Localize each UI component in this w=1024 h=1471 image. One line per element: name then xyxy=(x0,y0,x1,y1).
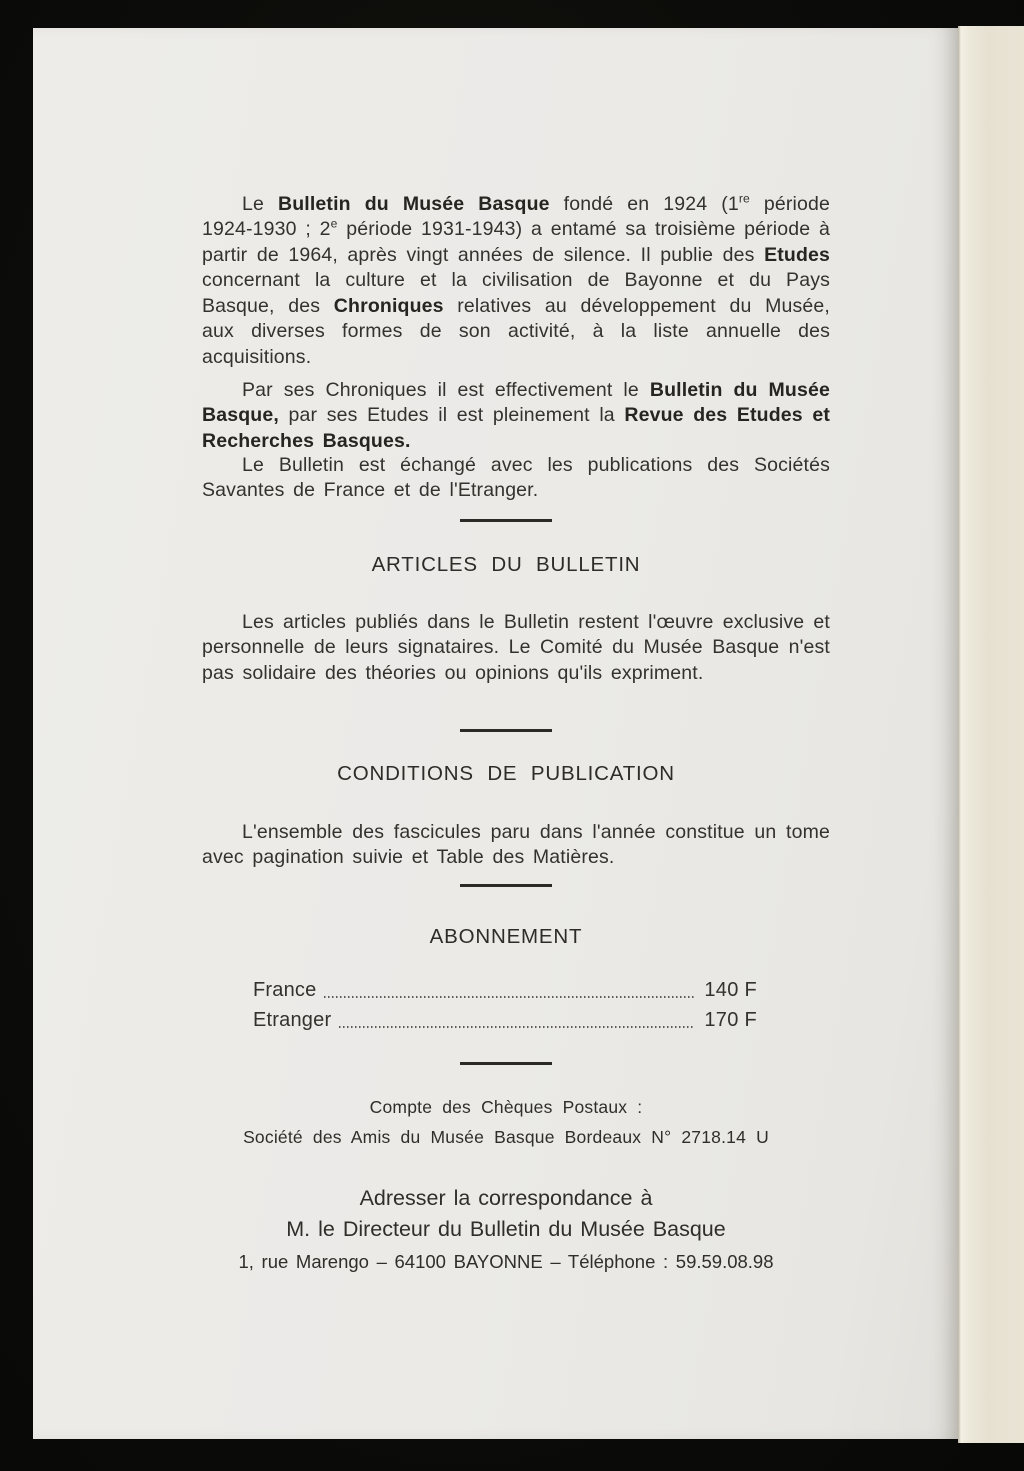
conditions-section-title: CONDITIONS DE PUBLICATION xyxy=(337,762,675,785)
abonnement-row xyxy=(253,976,757,1002)
abonnement-row-label: Etranger xyxy=(253,1009,332,1031)
section-divider-3 xyxy=(192,884,820,887)
correspondence-line-1: Adresser la correspondance à xyxy=(359,1186,653,1210)
postal-account-line-1: Compte des Chèques Postaux : xyxy=(369,1097,643,1117)
abonnement-row-label: France xyxy=(253,979,317,1001)
intro-paragraph-1: Le Bulletin du Musée Basque fondé en 1924 (1re période 1924-1930 ; 2e période 1931-1943) a entamé sa troisième période à partir de 1964, après vingt années de silence. Il publie des Etudes concernant la culture et la civilisation de Bayonne et du Pays Basque, des Chroniques relatives au développement du Musée, aux diverses formes de son activité, à la liste annuelle des acquisitions. xyxy=(202,191,831,368)
dotted-leader xyxy=(339,1025,694,1028)
divider-rule xyxy=(460,519,552,522)
divider-rule xyxy=(460,1062,552,1065)
abonnement-row xyxy=(253,1006,757,1032)
abonnement-section-title: ABONNEMENT xyxy=(429,925,583,948)
section-divider-2 xyxy=(192,729,820,732)
articles-section-title: ARTICLES DU BULLETIN xyxy=(371,553,641,576)
articles-paragraph: Les articles publiés dans le Bulletin restent l'œuvre exclusive et personnelle de leurs signataires. Le Comité du Musée Basque n'est pas solidaire des théories ou opinions qu'ils expriment. xyxy=(202,610,830,684)
document-page xyxy=(33,28,958,1439)
intro-paragraph-2: Par ses Chroniques il est effectivement le Bulletin du Musée Basque, par ses Etudes il est pleinement la Revue des Etudes et Recherches Basques. xyxy=(202,378,830,452)
abonnement-row-value: 170 F xyxy=(704,1009,757,1031)
abonnement-row-value: 140 F xyxy=(704,979,757,1001)
divider-rule xyxy=(460,729,552,732)
intro-paragraph-3: Le Bulletin est échangé avec les publications des Sociétés Savantes de France et de l'Etranger. xyxy=(202,453,830,501)
correspondence-line-2: M. le Directeur du Bulletin du Musée Basque xyxy=(286,1217,726,1241)
section-divider-4 xyxy=(192,1062,820,1065)
section-divider-1 xyxy=(192,519,820,522)
conditions-paragraph: L'ensemble des fascicules paru dans l'année constitue un tome avec pagination suivie et Table des Matières. xyxy=(202,820,830,868)
postal-account-line-2: Société des Amis du Musée Basque Bordeaux N° 2718.14 U xyxy=(243,1127,769,1147)
dotted-leader xyxy=(324,995,694,998)
page-content xyxy=(33,28,958,1439)
divider-rule xyxy=(460,884,552,887)
correspondence-line-3: 1, rue Marengo – 64100 BAYONNE – Téléphone : 59.59.08.98 xyxy=(238,1251,774,1272)
page-fore-edge xyxy=(958,26,1024,1443)
abonnement-rate-table xyxy=(253,976,757,1036)
